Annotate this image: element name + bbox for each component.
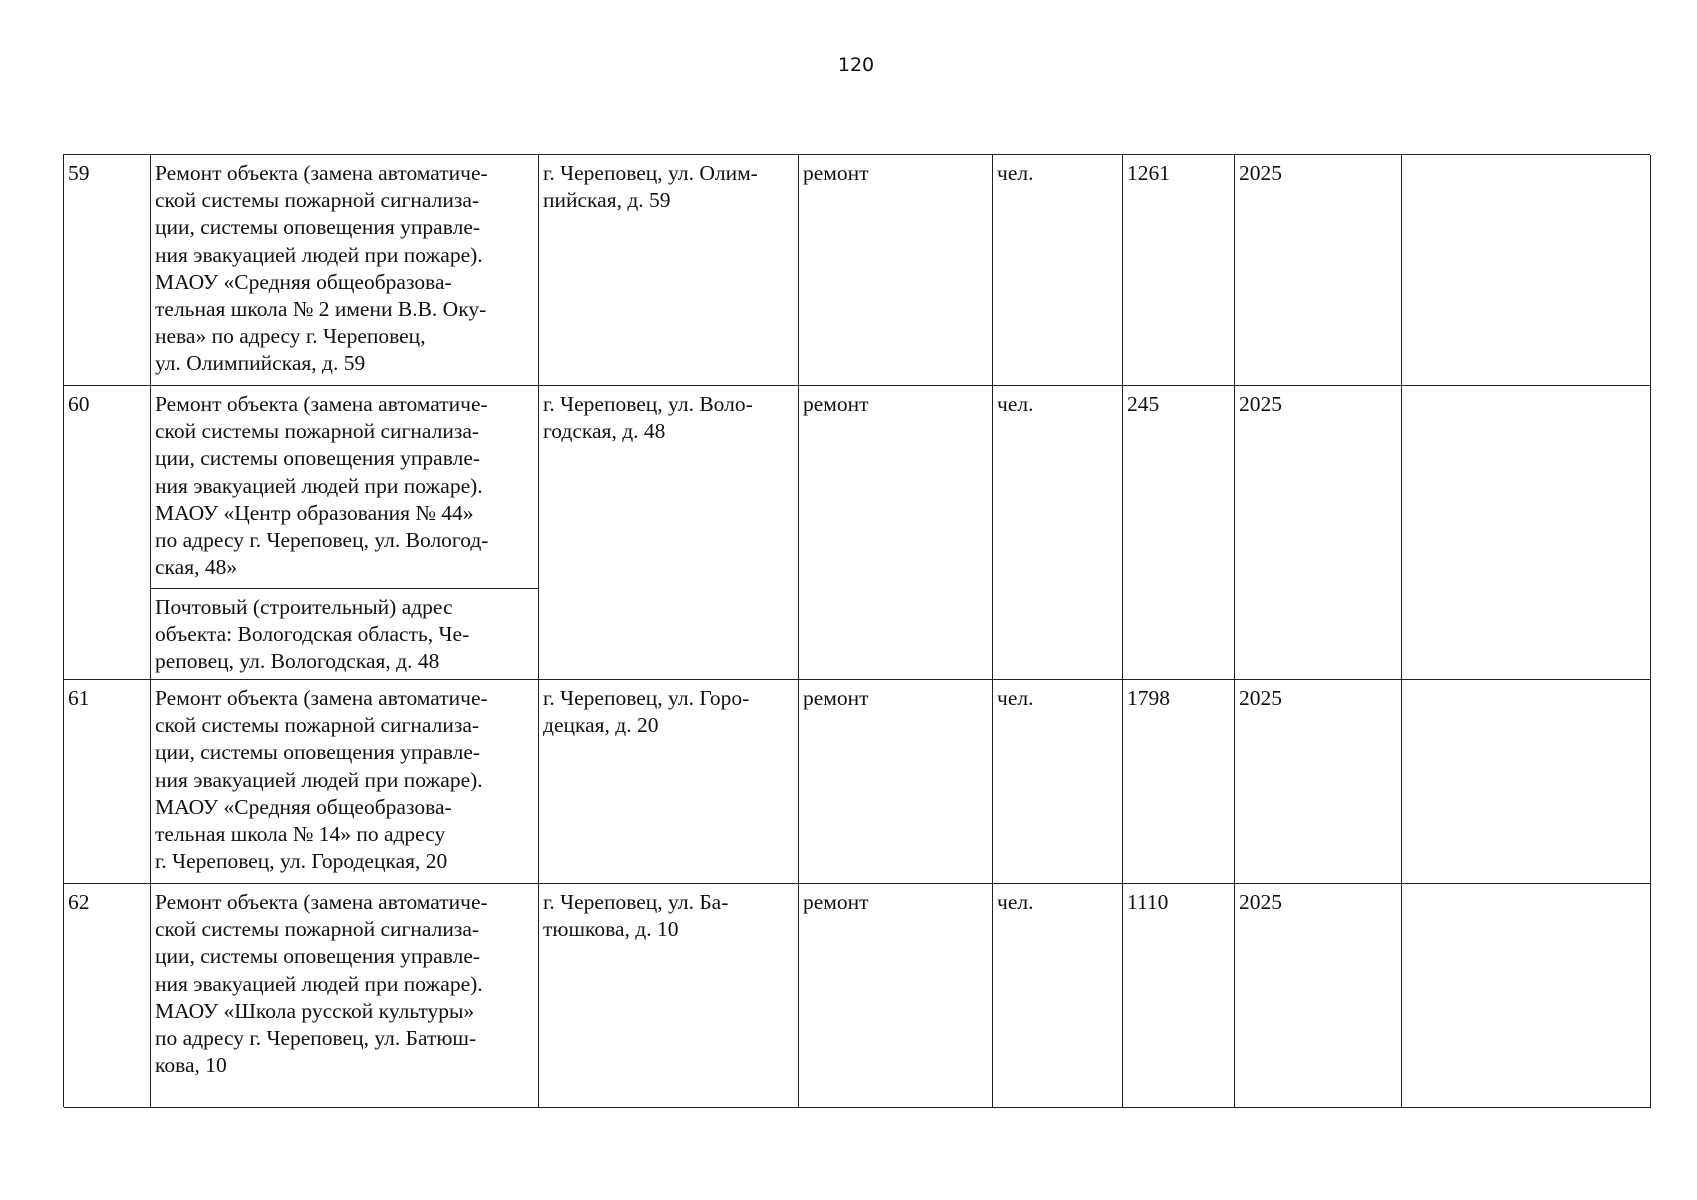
capacity-cell: 245 [1123, 386, 1235, 680]
object-name-cell: Ремонт объекта (замена автоматиче- ской системы пожарной сигнализа- ции, системы оповещения управле- ния эвакуацией людей при пожаре). МАОУ «Центр образования № 44» по адресу г. Череповец, ул. Вологод- ская, 48» [151, 386, 539, 589]
row-number-cell: 59 [64, 155, 151, 386]
extra-cell [1402, 386, 1651, 680]
work-type-cell: ремонт [799, 386, 993, 680]
row-number-cell: 60 [64, 386, 151, 680]
row-number-cell: 62 [64, 884, 151, 1108]
extra-cell [1402, 680, 1651, 884]
object-name-cell: Ремонт объекта (замена автоматиче- ской системы пожарной сигнализа- ции, системы оповещения управле- ния эвакуацией людей при пожаре). МАОУ «Средняя общеобразова- тельная школа № 2 имени В.В. Оку- нева» по адресу г. Череповец, ул. Олимпийская, д. 59 [151, 155, 539, 386]
address-cell: г. Череповец, ул. Ба- тюшкова, д. 10 [539, 884, 799, 1108]
year-cell: 2025 [1235, 155, 1402, 386]
address-cell: г. Череповец, ул. Горо- децкая, д. 20 [539, 680, 799, 884]
row-number-cell: 61 [64, 680, 151, 884]
object-name-cell: Ремонт объекта (замена автоматиче- ской системы пожарной сигнализа- ции, системы оповещения управле- ния эвакуацией людей при пожаре). МАОУ «Средняя общеобразова- тельная школа № 14» по адресу г. Череповец, ул. Городецкая, 20 [151, 680, 539, 884]
object-name-cell: Ремонт объекта (замена автоматиче- ской системы пожарной сигнализа- ции, системы оповещения управле- ния эвакуацией людей при пожаре). МАОУ «Школа русской культуры» по адресу г. Череповец, ул. Батюш- кова, 10 [151, 884, 539, 1108]
work-type-cell: ремонт [799, 884, 993, 1108]
capacity-cell: 1261 [1123, 155, 1235, 386]
address-cell: г. Череповец, ул. Олим- пийская, д. 59 [539, 155, 799, 386]
capacity-cell: 1110 [1123, 884, 1235, 1108]
year-cell: 2025 [1235, 884, 1402, 1108]
postal-address-cell: Почтовый (строительный) адрес объекта: Вологодская область, Че- реповец, ул. Вологодская, д. 48 [151, 589, 539, 680]
year-cell: 2025 [1235, 386, 1402, 680]
extra-cell [1402, 155, 1651, 386]
extra-cell [1402, 884, 1651, 1108]
unit-cell: чел. [993, 884, 1123, 1108]
unit-cell: чел. [993, 386, 1123, 680]
unit-cell: чел. [993, 155, 1123, 386]
objects-table [63, 154, 1650, 1107]
unit-cell: чел. [993, 680, 1123, 884]
work-type-cell: ремонт [799, 680, 993, 884]
work-type-cell: ремонт [799, 155, 993, 386]
capacity-cell: 1798 [1123, 680, 1235, 884]
year-cell: 2025 [1235, 680, 1402, 884]
page-number: 120 [837, 54, 875, 76]
address-cell: г. Череповец, ул. Воло- годская, д. 48 [539, 386, 799, 680]
